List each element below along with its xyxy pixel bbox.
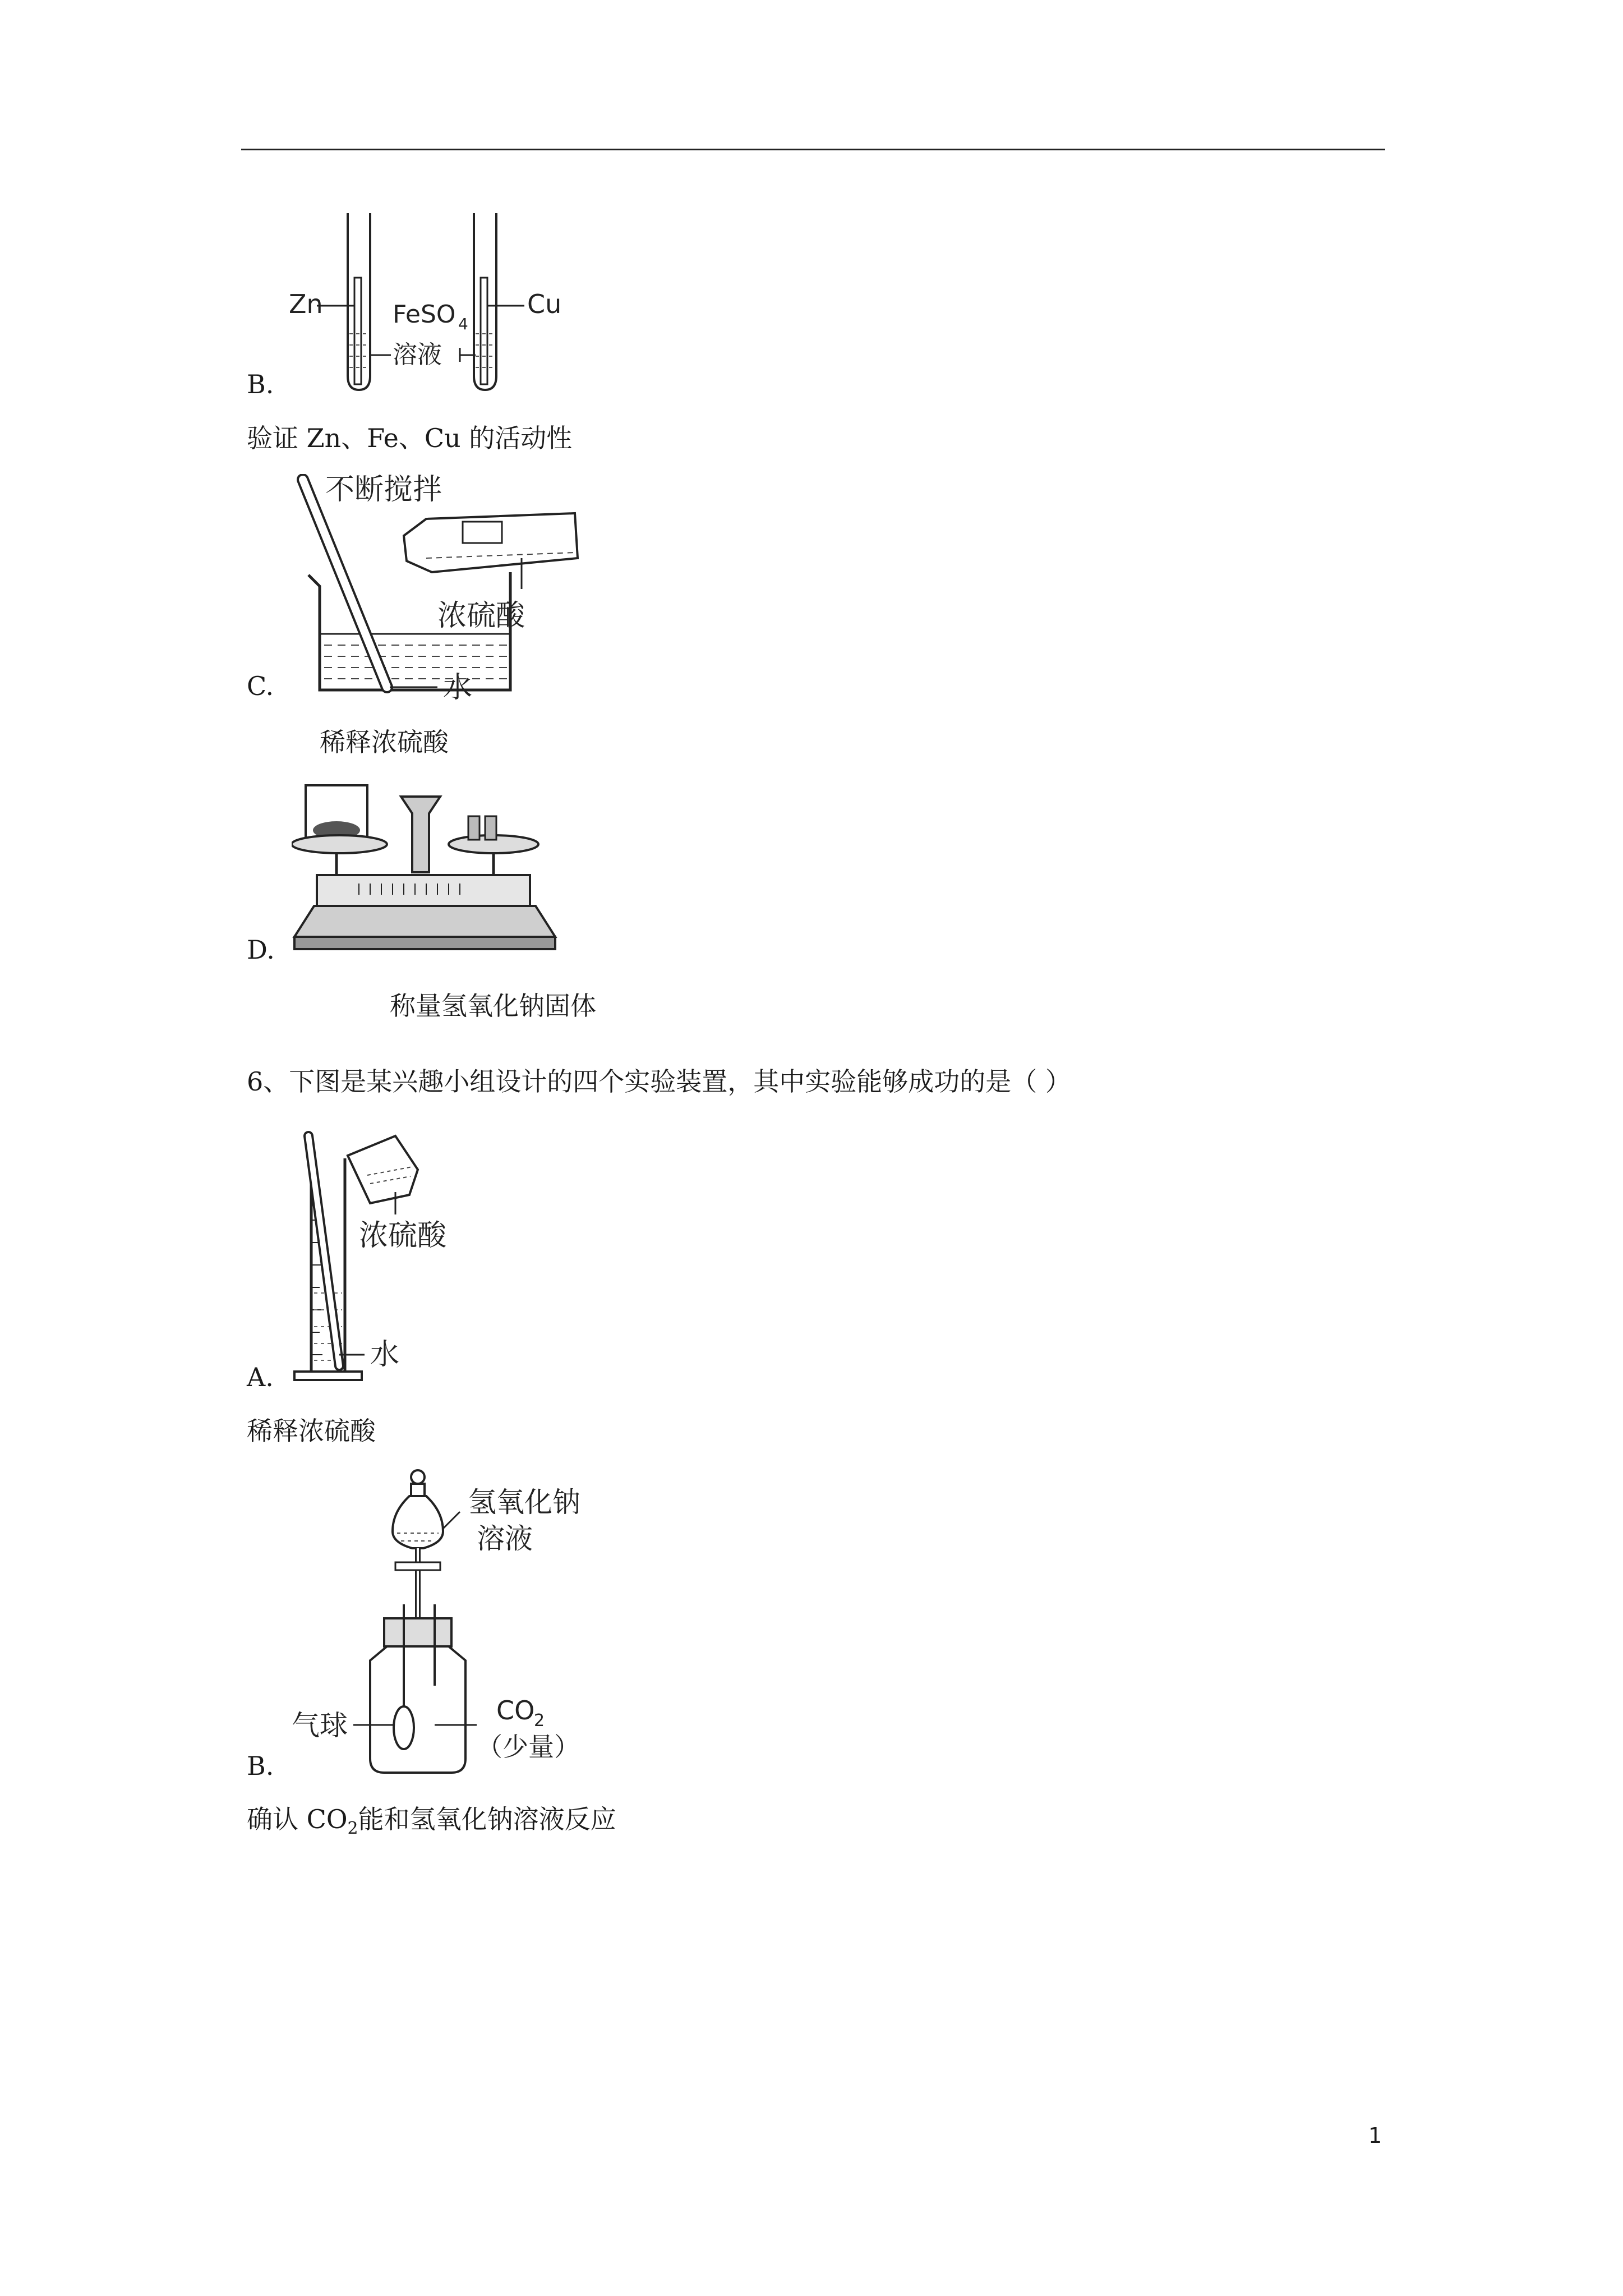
caption-pre: 确认 CO — [247, 1804, 348, 1834]
page-number: 1 — [1368, 2123, 1382, 2148]
label-cu: Cu — [527, 289, 562, 319]
test-tube-right — [474, 213, 496, 390]
q6-option-a-letter: A. — [247, 1362, 274, 1392]
label-zn: Zn — [289, 289, 323, 319]
option-b-letter: B. — [247, 369, 274, 399]
figure-co2-naoh-apparatus — [292, 1467, 606, 1787]
label-solution: 溶液 — [393, 341, 442, 369]
option-d-caption: 称量氢氧化钠固体 — [390, 991, 596, 1021]
label-water: 水 — [443, 671, 473, 705]
cylinder-base — [294, 1372, 362, 1380]
label-co2-sub: 2 — [534, 1711, 545, 1731]
label-co2: CO — [496, 1695, 535, 1726]
balance-base — [294, 906, 555, 937]
label-balloon: 气球 — [292, 1709, 348, 1742]
option-c-caption: 稀释浓硫酸 — [320, 727, 449, 757]
copper-strip — [481, 278, 487, 384]
option-d-letter: D. — [247, 935, 275, 965]
label-acid: 浓硫酸 — [437, 599, 525, 633]
test-tube-left — [348, 213, 370, 390]
label-small: （少量） — [477, 1732, 580, 1762]
label-feso4-sub: 4 — [458, 315, 468, 333]
q6-option-b-letter: B. — [247, 1751, 274, 1781]
figure-test-tubes — [289, 210, 592, 395]
label-naoh1: 氢氧化钠 — [468, 1486, 580, 1519]
label-naoh2: 溶液 — [477, 1522, 533, 1555]
caption-post: 能和氢氧化钠溶液反应 — [358, 1804, 616, 1834]
figure-dilute-acid-beaker — [292, 474, 594, 710]
q6-option-b-caption — [247, 1806, 616, 1837]
balloon — [394, 1706, 414, 1749]
header-rule — [241, 149, 1385, 150]
balance-beam — [317, 875, 530, 906]
label-feso4: FeSO — [393, 300, 456, 329]
figure-graduated-cylinder — [292, 1125, 527, 1388]
label-q6a-water: 水 — [370, 1338, 400, 1372]
left-pan — [292, 835, 387, 853]
question-6-stem: 6、下图是某兴趣小组设计的四个实验装置，其中实验能够成功的是（ ） — [247, 1066, 1071, 1097]
zinc-strip — [354, 278, 361, 384]
pouring-beaker — [348, 1136, 418, 1203]
figure-balance — [292, 783, 561, 962]
option-b-caption: 验证 Zn、Fe、Cu 的活动性 — [247, 423, 573, 453]
caption-sub: 2 — [347, 1819, 358, 1839]
label-q6a-acid: 浓硫酸 — [359, 1219, 447, 1253]
option-c-letter: C. — [247, 671, 274, 701]
gas-bottle — [370, 1646, 465, 1773]
label-stir: 不断搅拌 — [325, 474, 442, 507]
q6-option-a-caption: 稀释浓硫酸 — [247, 1416, 376, 1446]
